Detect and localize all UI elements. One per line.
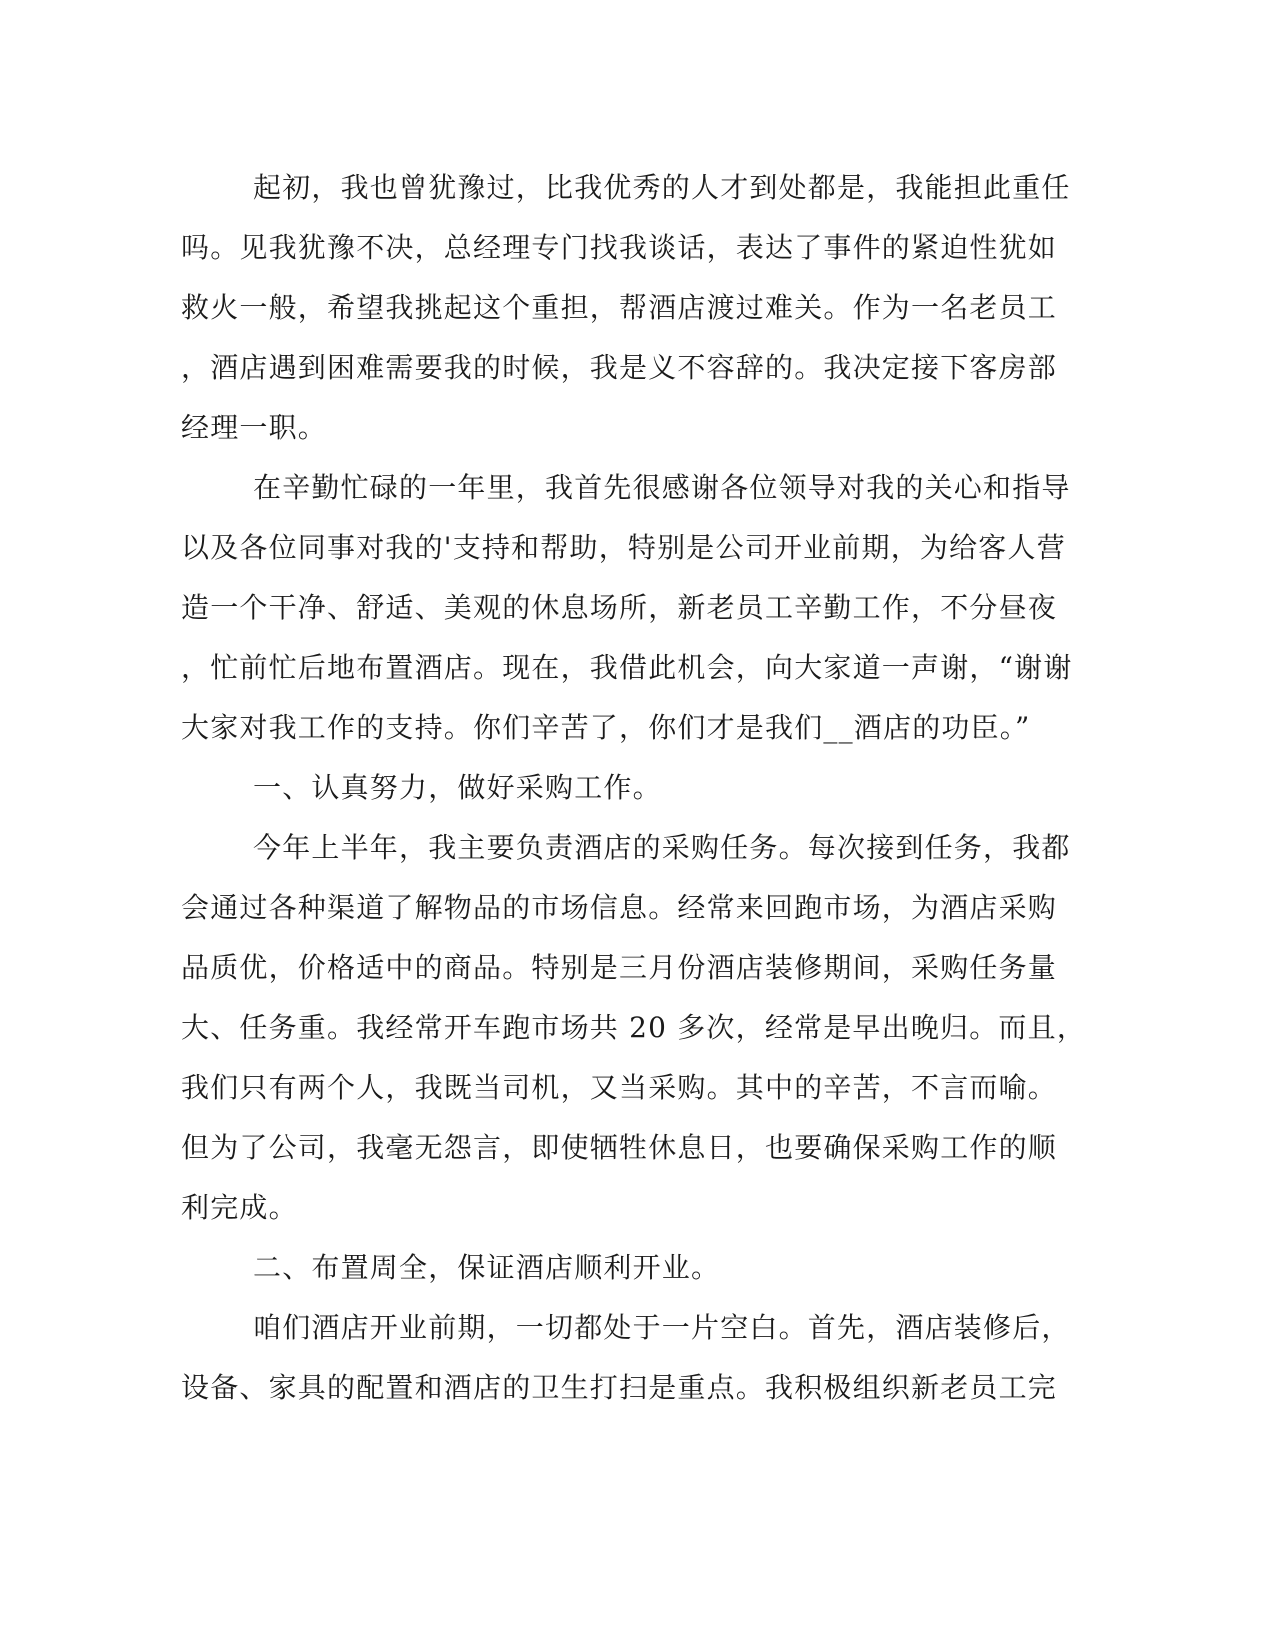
text-line: 以及各位同事对我的'支持和帮助，特别是公司开业前期，为给客人营	[181, 531, 1066, 564]
text-line: 品质优，价格适中的商品。特别是三月份酒店装修期间，采购任务量	[181, 951, 1058, 984]
text-line: ，酒店遇到困难需要我的时候，我是义不容辞的。我决定接下客房部	[181, 351, 1058, 384]
text-line: 设备、家具的配置和酒店的卫生打扫是重点。我积极组织新老员工完	[181, 1371, 1058, 1404]
text-line: 今年上半年，我主要负责酒店的采购任务。每次接到任务，我都	[253, 831, 1071, 864]
text-line: 会通过各种渠道了解物品的市场信息。经常来回跑市场，为酒店采购	[181, 891, 1058, 924]
text-line: 但为了公司，我毫无怨言，即使牺牲休息日，也要确保采购工作的顺	[181, 1131, 1058, 1164]
text-line: 经理一职。	[181, 411, 328, 444]
text-line: 利完成。	[181, 1191, 298, 1224]
text-line: ，忙前忙后地布置酒店。现在，我借此机会，向大家道一声谢，“谢谢	[181, 651, 1073, 684]
text-line: 救火一般，希望我挑起这个重担，帮酒店渡过难关。作为一名老员工	[181, 291, 1058, 324]
text-line: 二、布置周全，保证酒店顺利开业。	[253, 1251, 721, 1284]
text-line: 咱们酒店开业前期，一切都处于一片空白。首先，酒店装修后，	[253, 1311, 1071, 1344]
text-line: 吗。见我犹豫不决，总经理专门找我谈话，表达了事件的紧迫性犹如	[181, 231, 1058, 264]
text-line: 大、任务重。我经常开车跑市场共 20 多次，经常是早出晚归。而且，	[181, 1011, 1087, 1044]
text-line: 我们只有两个人，我既当司机，又当采购。其中的辛苦，不言而喻。	[181, 1071, 1058, 1104]
text-line: 起初，我也曾犹豫过，比我优秀的人才到处都是，我能担此重任	[253, 171, 1071, 204]
text-line: 大家对我工作的支持。你们辛苦了，你们才是我们__酒店的功臣。”	[181, 711, 1031, 744]
text-line: 造一个干净、舒适、美观的休息场所，新老员工辛勤工作，不分昼夜	[181, 591, 1058, 624]
text-line: 在辛勤忙碌的一年里，我首先很感谢各位领导对我的关心和指导	[253, 471, 1071, 504]
text-line: 一、认真努力，做好采购工作。	[253, 771, 662, 804]
document-body	[181, 158, 1087, 1418]
